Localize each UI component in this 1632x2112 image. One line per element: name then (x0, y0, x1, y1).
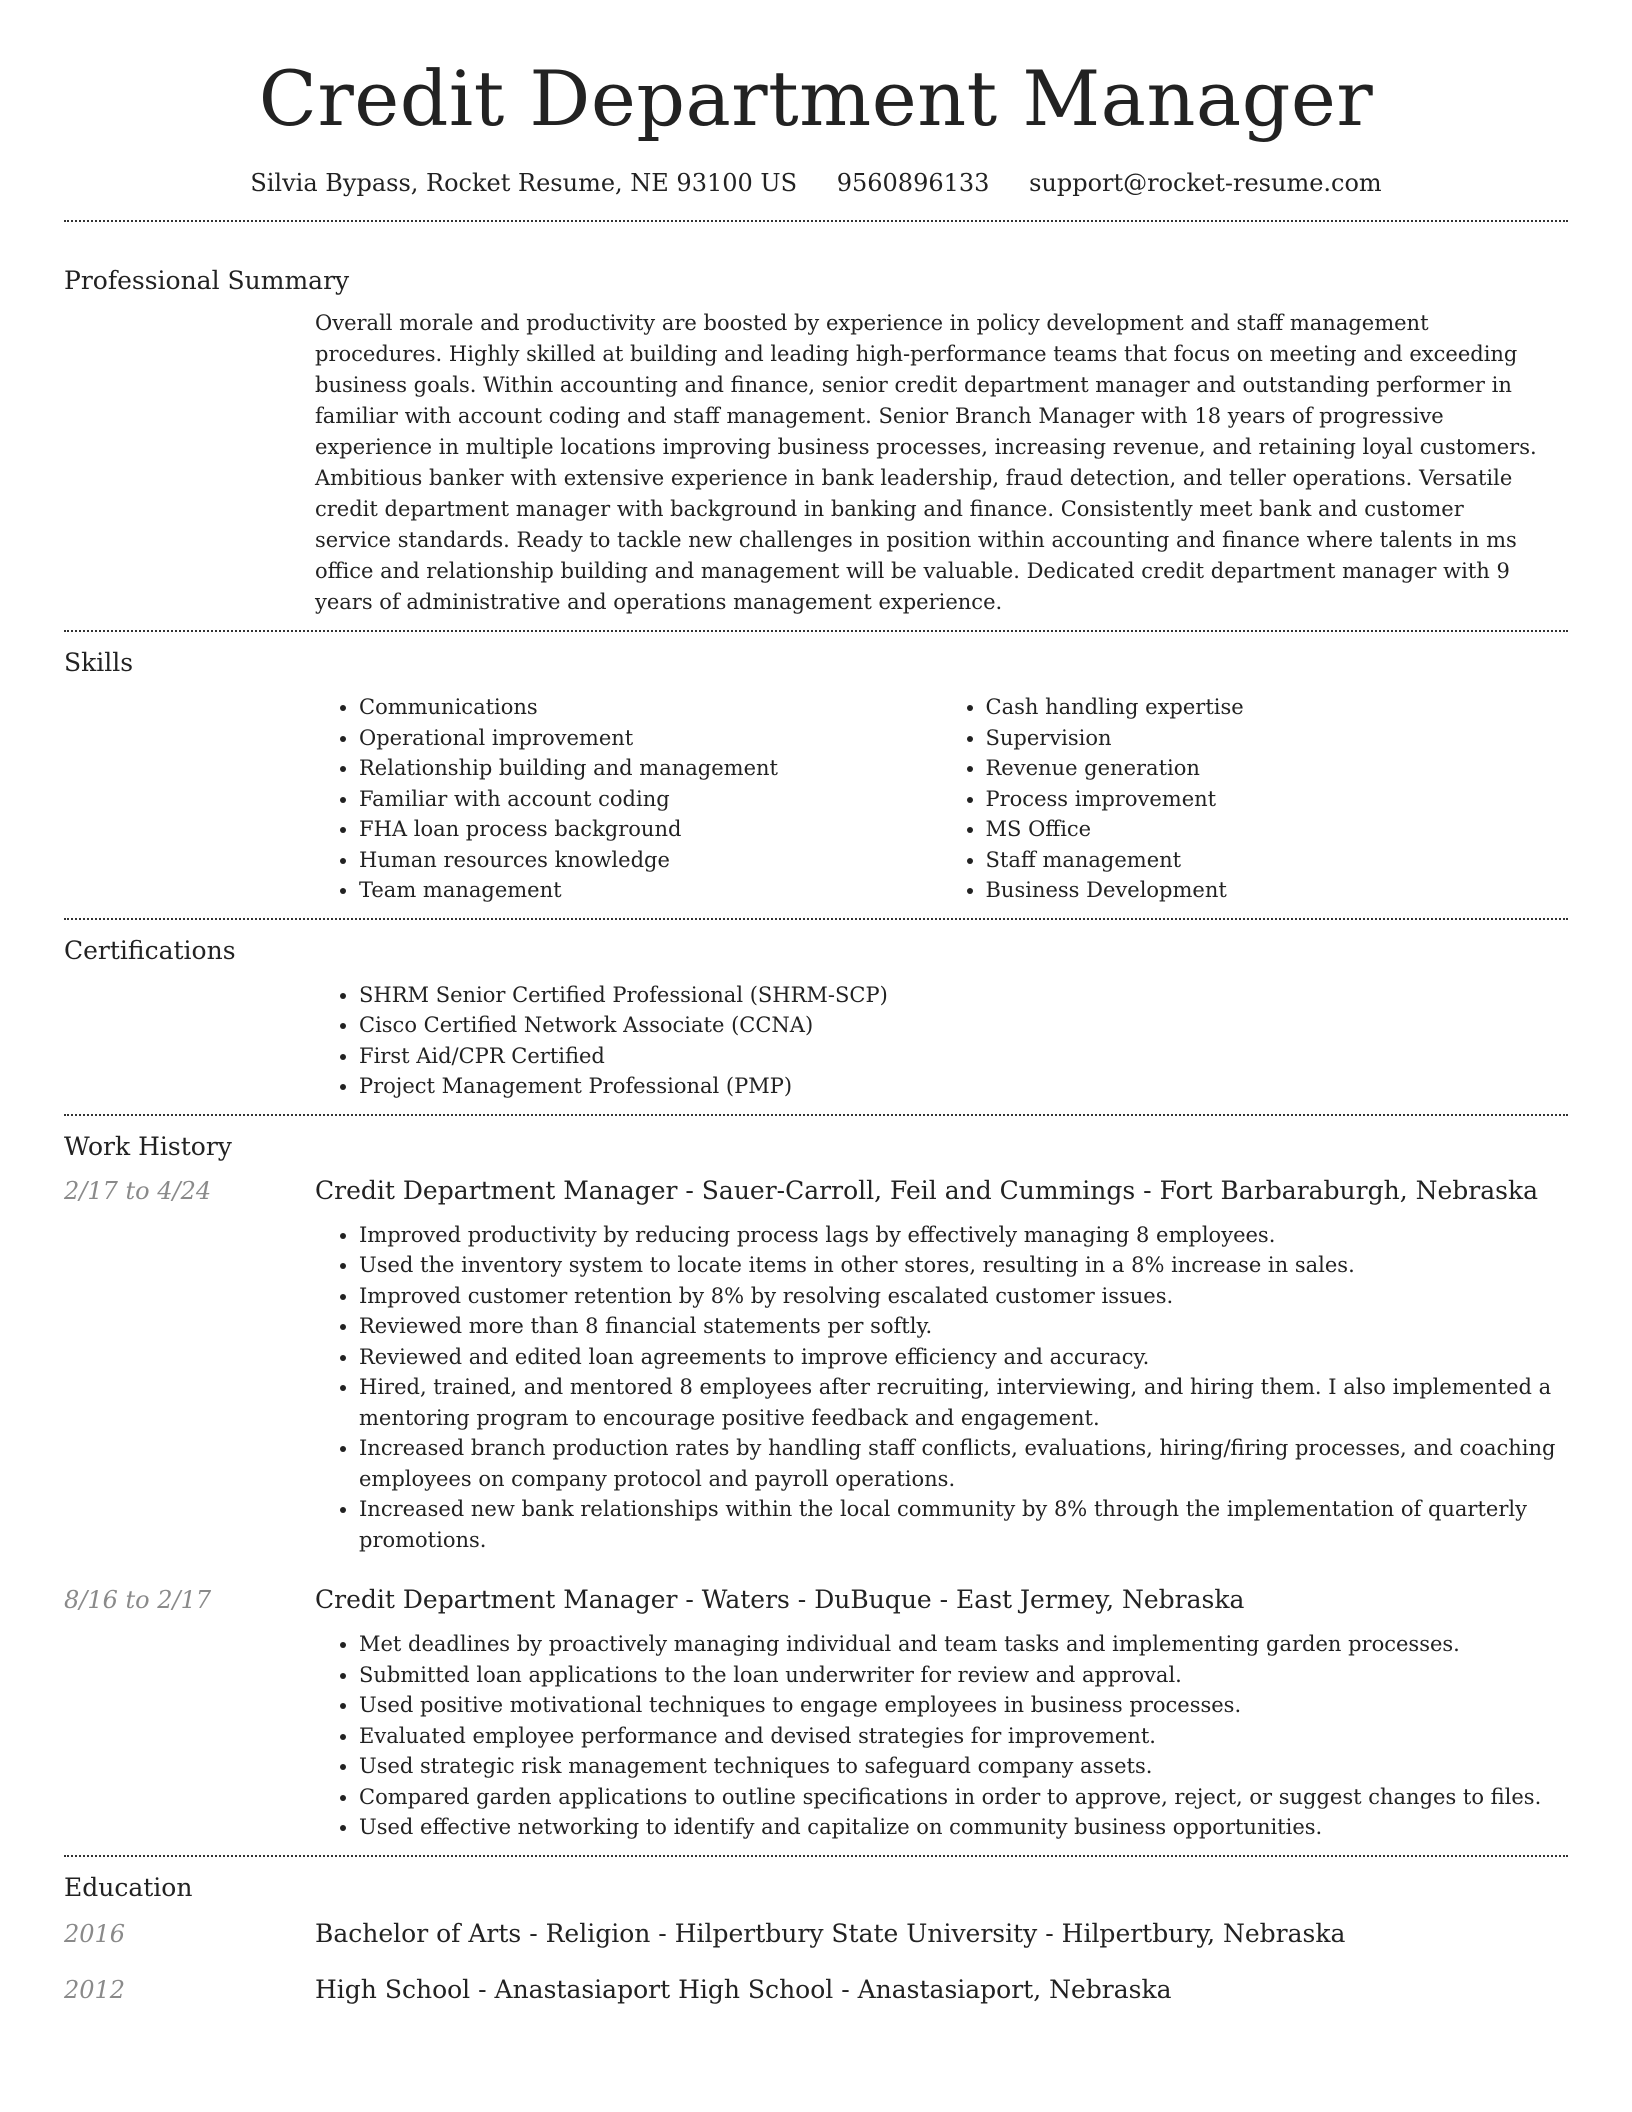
education-entry (64, 1917, 1568, 1951)
contact-email: support@rocket-resume.com (1029, 169, 1382, 197)
job-title: Credit Department Manager - Waters - DuBuque - East Jermey, Nebraska (315, 1585, 1245, 1614)
skill-item: • Process improvement (986, 784, 1569, 815)
certifications-body (315, 980, 1568, 1102)
job-details (315, 1583, 1568, 1843)
skill-item: • Staff management (986, 845, 1569, 876)
job-bullet: • Increased branch production rates by handling staff conflicts, evaluations, hiring/firing processes, and coaching employees on company protocol and payroll operations. (359, 1433, 1568, 1494)
job-bullet: • Hired, trained, and mentored 8 employees after recruiting, interviewing, and hiring them. I also implemented a mentoring program to encourage positive feedback and engagement. (359, 1372, 1568, 1433)
certifications-list (315, 980, 1568, 1102)
certifications-section (64, 920, 1568, 1114)
skill-item: • Familiar with account coding (359, 784, 942, 815)
job-bullet: • Used strategic risk management techniques to safeguard company assets. (359, 1751, 1568, 1782)
job-bullet: • Met deadlines by proactively managing individual and team tasks and implementing garden processes. (359, 1629, 1568, 1660)
job-bullet: • Reviewed and edited loan agreements to improve efficiency and accuracy. (359, 1342, 1568, 1373)
certification-item: • Cisco Certified Network Associate (CCNA) (359, 1010, 1568, 1041)
skills-right-list (942, 692, 1569, 906)
job-bullet: • Evaluated employee performance and devised strategies for improvement. (359, 1721, 1568, 1752)
summary-text: Overall morale and productivity are boosted by experience in policy development and staff management procedures. Highly skilled at building and leading high-performance teams that focus on meeting and exceeding business goals. Within accounting and finance, senior credit department manager and outstanding performer in familiar with account coding and staff management. Senior Branch Manager with 18 years of progressive experience in multiple locations improving business processes, increasing revenue, and retaining loyal customers. Ambitious banker with extensive experience in bank leadership, fraud detection, and teller operations. Versatile credit department manager with background in banking and finance. Consistently meet bank and customer service standards. Ready to tackle new challenges in position within accounting and finance where talents in ms office and relationship building and management will be valuable. Dedicated credit department manager with 9 years of administrative and operations management experience. (315, 311, 1537, 614)
skill-item: • Human resources knowledge (359, 845, 942, 876)
job-bullet: • Used the inventory system to locate items in other stores, resulting in a 8% increase in sales. (359, 1250, 1568, 1281)
job-entry (64, 1174, 1568, 1556)
skill-item: • Business Development (986, 875, 1569, 906)
skill-item: • Team management (359, 875, 942, 906)
skills-left-list (315, 692, 942, 906)
education-title: Bachelor of Arts - Religion - Hilpertbury State University - Hilpertbury, Nebraska (315, 1918, 1346, 1948)
job-dates: 2/17 to 4/24 (64, 1176, 212, 1205)
skills-section (64, 632, 1568, 918)
certification-item: • SHRM Senior Certified Professional (SHRM-SCP) (359, 980, 1568, 1011)
job-bullet: • Submitted loan applications to the loan underwriter for review and approval. (359, 1660, 1568, 1691)
job-details (315, 1174, 1568, 1556)
education-entry (64, 1973, 1568, 2007)
skill-item: • Cash handling expertise (986, 692, 1569, 723)
job-bullets (315, 1629, 1568, 1843)
skill-item: • Relationship building and management (359, 753, 942, 784)
education-heading: Education (64, 1872, 193, 1902)
skill-item: • Operational improvement (359, 723, 942, 754)
skill-item: • MS Office (986, 814, 1569, 845)
skill-item: • Supervision (986, 723, 1569, 754)
job-bullet: • Reviewed more than 8 financial statements per softly. (359, 1311, 1568, 1342)
contact-phone: 9560896133 (836, 169, 990, 197)
summary-section (64, 222, 1568, 630)
education-year: 2016 (64, 1919, 126, 1948)
education-year: 2012 (64, 1975, 126, 2004)
skills-grid (315, 692, 1568, 906)
education-title: High School - Anastasiaport High School - Anastasiaport, Nebraska (315, 1974, 1172, 2004)
resume-title: Credit Department Manager (258, 54, 1374, 143)
job-bullet: • Used effective networking to identify and capitalize on community business opportunities. (359, 1812, 1568, 1843)
skill-item: • FHA loan process background (359, 814, 942, 845)
job-bullet: • Improved customer retention by 8% by resolving escalated customer issues. (359, 1281, 1568, 1312)
contact-address: Silvia Bypass, Rocket Resume, NE 93100 US (250, 169, 798, 197)
education-section (64, 1857, 1568, 2019)
certification-item: • First Aid/CPR Certified (359, 1041, 1568, 1072)
job-entry (64, 1583, 1568, 1843)
skill-item: • Revenue generation (986, 753, 1569, 784)
skill-item: • Communications (359, 692, 942, 723)
job-bullet: • Improved productivity by reducing process lags by effectively managing 8 employees. (359, 1220, 1568, 1251)
job-bullet: • Used positive motivational techniques to engage employees in business processes. (359, 1690, 1568, 1721)
certifications-heading: Certifications (64, 935, 236, 965)
job-bullet: • Increased new bank relationships within the local community by 8% through the implementation of quarterly promotions. (359, 1494, 1568, 1555)
job-bullets (315, 1220, 1568, 1556)
summary-heading: Professional Summary (64, 266, 350, 295)
job-title: Credit Department Manager - Sauer-Carroll, Feil and Cummings - Fort Barbaraburgh, Nebraska (315, 1175, 1539, 1205)
job-dates: 8/16 to 2/17 (64, 1586, 212, 1614)
certification-item: • Project Management Professional (PMP) (359, 1071, 1568, 1102)
work-history-section (64, 1116, 1568, 1855)
skills-heading: Skills (64, 648, 134, 677)
job-bullet: • Compared garden applications to outline specifications in order to approve, reject, or suggest changes to files. (359, 1782, 1568, 1813)
work-history-heading: Work History (64, 1131, 232, 1161)
contact-line (64, 166, 1568, 200)
